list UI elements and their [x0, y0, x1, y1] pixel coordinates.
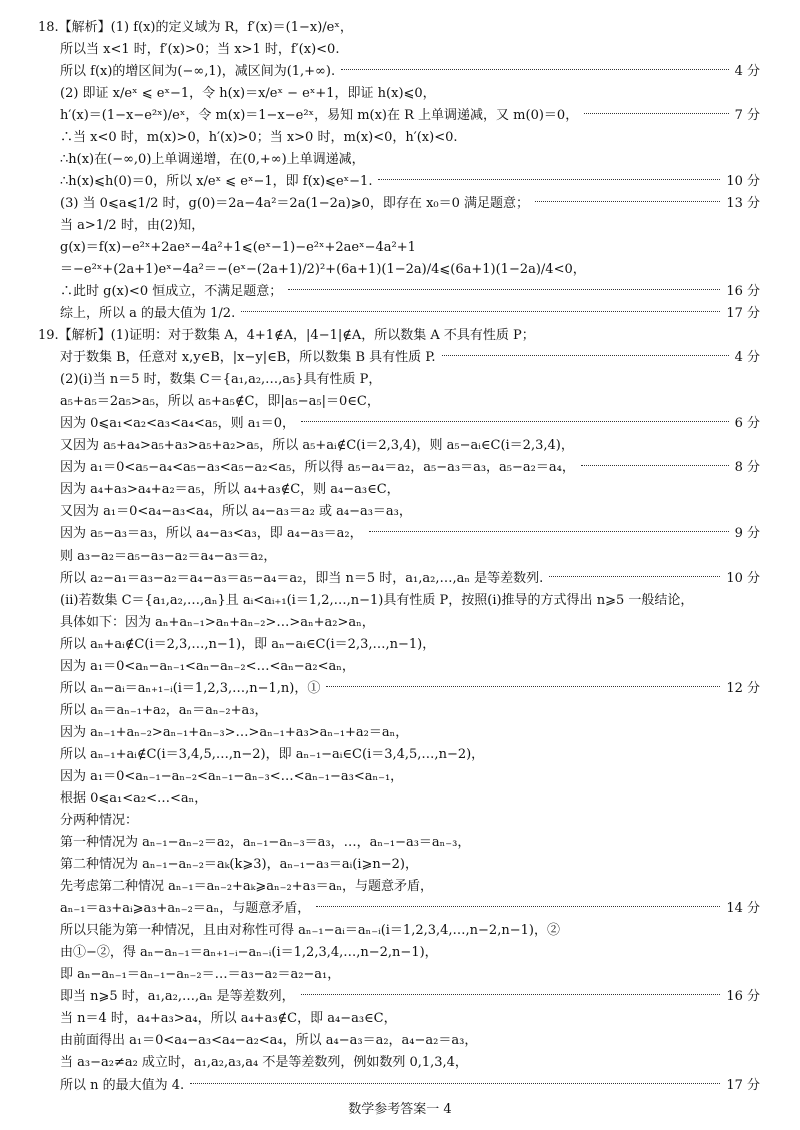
dot-leader — [301, 994, 721, 995]
solution-text: ∴h(x)在(−∞,0)上单调递增，在(0,+∞)上单调递减， — [60, 151, 365, 167]
dot-leader — [535, 201, 720, 202]
solution-line — [0, 565, 800, 587]
solution-text: 当 a₃−a₂≠a₂ 成立时，a₁,a₂,a₃,a₄ 不是等差数列，例如数列 0,1,3,4， — [60, 1055, 468, 1071]
solution-text: 所以 aₙ＝aₙ₋₁+a₂，aₙ＝aₙ₋₂+a₃， — [60, 702, 268, 718]
solution-text: 因为 a₁＝0<aₙ−aₙ₋₁<aₙ−aₙ₋₂<…<aₙ−a₂<aₙ， — [60, 658, 355, 674]
solution-text: 因为 a₅−a₃＝a₃，所以 a₄−a₃<a₃，即 a₄−a₃＝a₂， — [60, 526, 363, 542]
score-label: 4 分 — [734, 350, 760, 366]
solution-text: 分两种情况： — [60, 813, 139, 828]
solution-text: (3) 当 0⩽a⩽1/2 时，g(0)＝2a−4a²＝2a(1−2a)⩾0，即存在 x₀＝0 满足题意； — [60, 195, 530, 211]
solution-line — [0, 124, 800, 146]
solution-line — [0, 830, 800, 852]
score-label: 17 分 — [726, 306, 760, 321]
solution-text: 根据 0⩽a₁<a₂<…<aₙ， — [60, 790, 208, 806]
solution-text: ∴此时 g(x)<0 恒成立，不满足题意； — [60, 284, 283, 299]
solution-text: 对于数集 B，任意对 x,y∈B，|x−y|∈B，所以数集 B 具有性质 P. — [60, 350, 436, 366]
solution-line — [0, 896, 800, 918]
solution-line — [0, 1028, 800, 1050]
solution-line — [0, 984, 800, 1006]
score-label: 17 分 — [726, 1077, 760, 1093]
solution-text: ∴当 x<0 时，m(x)>0，h′(x)>0；当 x>0 时，m(x)<0，h′(x)<0. — [60, 129, 458, 145]
solution-line — [0, 146, 800, 168]
solution-line — [0, 323, 800, 345]
solution-text: ＝−e²ˣ+(2a+1)eˣ−4a²＝−(eˣ−(2a+1)/2)²+(6a+1)(1−2a)/4⩽(6a+1)(1−2a)/4<0， — [60, 261, 586, 277]
solution-line — [0, 455, 800, 477]
score-label: 12 分 — [726, 680, 760, 696]
solution-text: 因为 0⩽a₁<a₂<a₃<a₄<a₅，则 a₁＝0， — [60, 416, 296, 432]
page-footer: 数学参考答案一 4 — [348, 1102, 452, 1117]
solution-text: 由①−②，得 aₙ−aₙ₋₁＝aₙ₊₁₋ᵢ−aₙ₋ᵢ(i＝1,2,3,4,…,n−2,n−1)， — [60, 945, 438, 961]
solution-text: 即当 n⩾5 时，a₁,a₂,…,aₙ 是等差数列， — [60, 989, 295, 1005]
dot-leader — [581, 465, 729, 466]
solution-line — [0, 918, 800, 940]
solution-text: ∴h(x)⩽h(0)＝0，所以 x/eˣ ⩽ eˣ−1，即 f(x)⩽eˣ−1. — [60, 173, 373, 189]
dot-leader — [190, 1083, 720, 1084]
dot-leader — [241, 311, 720, 312]
solution-line — [0, 190, 800, 212]
solution-line — [0, 477, 800, 499]
solution-line — [0, 763, 800, 785]
solution-line — [0, 80, 800, 102]
score-label: 9 分 — [734, 526, 760, 542]
solution-text: 第一种情况为 aₙ₋₁−aₙ₋₂＝a₂，aₙ₋₁−aₙ₋₃＝a₃，…，aₙ₋₁−a₃＝aₙ₋₃， — [60, 835, 471, 850]
solution-line — [0, 14, 800, 36]
score-label: 7 分 — [734, 107, 760, 123]
solution-line — [0, 653, 800, 675]
solution-text: 由前面得出 a₁＝0<a₄−a₃<a₄−a₂<a₄，所以 a₄−a₃＝a₂，a₄−a₂＝a₃， — [60, 1033, 478, 1049]
dot-leader — [549, 576, 720, 577]
score-label: 13 分 — [726, 195, 760, 211]
solution-text: g(x)＝f(x)−e²ˣ+2aeˣ−4a²+1⩽(eˣ−1)−e²ˣ+2aeˣ−4a²+1 — [60, 239, 416, 255]
solution-line — [0, 212, 800, 234]
solution-line — [0, 521, 800, 543]
solution-text: 所以只能为第一种情况，且由对称性可得 aₙ₋₁−aᵢ＝aₙ₋ᵢ(i＝1,2,3,4,…,n−2,n−1)，② — [60, 923, 560, 939]
solution-line — [0, 808, 800, 830]
solution-line — [0, 411, 800, 433]
solution-line — [0, 609, 800, 631]
solution-line — [0, 345, 800, 367]
score-label: 8 分 — [734, 460, 760, 476]
solution-line — [0, 433, 800, 455]
solution-text: 又因为 a₅+a₄>a₅+a₃>a₅+a₂>a₅，所以 a₅+aᵢ∉C(i＝2,3,4)，则 a₅−aᵢ∈C(i＝2,3,4)， — [60, 438, 574, 454]
solution-text: 即 aₙ−aₙ₋₁＝aₙ₋₁−aₙ₋₂＝…＝a₃−a₂＝a₂−a₁， — [60, 967, 341, 983]
solution-text: 所以 aₙ−aᵢ＝aₙ₊₁₋ᵢ(i＝1,2,3,…,n−1,n)，① — [60, 680, 321, 696]
solution-text: 所以 f(x)的增区间为(−∞,1)，减区间为(1,+∞). — [60, 63, 336, 79]
score-label: 10 分 — [726, 173, 760, 189]
solution-line — [0, 785, 800, 807]
solution-line — [0, 940, 800, 962]
solution-line — [0, 543, 800, 565]
solution-line — [0, 279, 800, 301]
solution-line — [0, 36, 800, 58]
dot-leader — [301, 421, 729, 422]
solution-line — [0, 675, 800, 697]
solution-line — [0, 874, 800, 896]
solution-text: aₙ₋₁＝a₃+aᵢ⩾a₃+aₙ₋₂＝aₙ，与题意矛盾， — [60, 901, 311, 917]
dot-leader — [326, 686, 720, 687]
dot-leader — [341, 69, 729, 70]
solution-text: 当 n＝4 时，a₄+a₃>a₄，所以 a₄+a₃∉C，即 a₄−a₃∈C， — [60, 1011, 397, 1027]
score-label: 10 分 — [726, 570, 760, 586]
solution-line — [0, 697, 800, 719]
solution-line — [0, 852, 800, 874]
solution-line — [0, 499, 800, 521]
solution-line — [0, 168, 800, 190]
solution-text: 当 a>1/2 时，由(2)知， — [60, 217, 205, 233]
solution-line — [0, 719, 800, 741]
solution-line — [0, 587, 800, 609]
solution-line — [0, 1006, 800, 1028]
solution-line — [0, 367, 800, 389]
solution-text: 所以 n 的最大值为 4. — [60, 1077, 185, 1093]
solution-text: 所以 a₂−a₁＝a₃−a₂＝a₄−a₃＝a₅−a₄＝a₂，即当 n＝5 时，a₁,a₂,…,aₙ 是等差数列. — [60, 570, 544, 586]
solution-text: (2) 即证 x/eˣ ⩽ eˣ−1，令 h(x)＝x/eˣ − eˣ+1，即证 h(x)⩽0， — [60, 85, 436, 101]
solution-line — [0, 256, 800, 278]
solution-line — [0, 631, 800, 653]
dot-leader — [288, 289, 720, 290]
solution-text: (ii)若数集 C＝{a₁,a₂,…,aₙ}且 aᵢ<aᵢ₊₁(i＝1,2,…,n−1)具有性质 P，按照(i)推导的方式得出 n⩾5 一般结论， — [60, 592, 694, 608]
question-header: 19.【解析】(1)证明：对于数集 A，4+1∉A，|4−1|∉A，所以数集 A 不具有性质 P； — [38, 328, 535, 344]
dot-leader — [442, 355, 729, 356]
solution-line — [0, 1050, 800, 1072]
solution-text: 所以当 x<1 时，f′(x)>0；当 x>1 时，f′(x)<0. — [60, 41, 340, 57]
question-header: 18.【解析】(1) f(x)的定义域为 R，f′(x)＝(1−x)/eˣ， — [38, 19, 353, 35]
solution-text: 所以 aₙ+aᵢ∉C(i＝2,3,…,n−1)，即 aₙ−aᵢ∈C(i＝2,3,…,n−1)， — [60, 636, 436, 652]
solution-text: 因为 aₙ₋₁+aₙ₋₂>aₙ₋₁+aₙ₋₃>…>aₙ₋₁+a₃>aₙ₋₁+a₂＝aₙ， — [60, 724, 409, 740]
score-label: 6 分 — [734, 416, 760, 432]
dot-leader — [369, 531, 729, 532]
solution-text: (2)(i)当 n＝5 时，数集 C＝{a₁,a₂,…,a₅}具有性质 P， — [60, 372, 382, 388]
score-label: 16 分 — [726, 284, 760, 299]
solution-text: a₅+a₅＝2a₅>a₅，所以 a₅+a₅∉C，即|a₅−a₅|＝0∈C， — [60, 394, 380, 410]
solution-line — [0, 102, 800, 124]
solution-line — [0, 301, 800, 323]
solution-line — [0, 1072, 800, 1094]
solution-line — [0, 741, 800, 763]
solution-line — [0, 234, 800, 256]
solution-text: 综上，所以 a 的最大值为 1/2. — [60, 306, 236, 321]
solution-text: 因为 a₄+a₃>a₄+a₂＝a₅，所以 a₄+a₃∉C，则 a₄−a₃∈C， — [60, 482, 400, 498]
solution-line — [0, 58, 800, 80]
score-label: 4 分 — [734, 63, 760, 79]
solution-text: 又因为 a₁＝0<a₄−a₃<a₄，所以 a₄−a₃＝a₂ 或 a₄−a₃＝a₃， — [60, 504, 412, 520]
solution-text: h′(x)＝(1−x−e²ˣ)/eˣ，令 m(x)＝1−x−e²ˣ，易知 m(x)在 R 上单调递减，又 m(0)＝0， — [60, 107, 579, 123]
solution-line — [0, 962, 800, 984]
dot-leader — [378, 179, 720, 180]
solution-text: 因为 a₁＝0<a₅−a₄<a₅−a₃<a₅−a₂<a₅，所以得 a₅−a₄＝a₂，a₅−a₃＝a₃，a₅−a₂＝a₄， — [60, 460, 575, 476]
solution-line — [0, 389, 800, 411]
solution-text: 第二种情况为 aₙ₋₁−aₙ₋₂＝aₖ(k⩾3)，aₙ₋₁−a₃＝aᵢ(i⩾n−2)， — [60, 857, 418, 873]
solution-text: 所以 aₙ₋₁+aᵢ∉C(i＝3,4,5,…,n−2)，即 aₙ₋₁−aᵢ∈C(i＝3,4,5,…,n−2)， — [60, 746, 485, 762]
dot-leader — [316, 906, 720, 907]
solution-text: 具体如下：因为 aₙ+aₙ₋₁>aₙ+aₙ₋₂>…>aₙ+a₂>aₙ， — [60, 614, 375, 630]
solution-text: 先考虑第二种情况 aₙ₋₁＝aₙ₋₂+aₖ⩾aₙ₋₂+a₃＝aₙ，与题意矛盾， — [60, 879, 433, 895]
dot-leader — [584, 113, 728, 114]
solution-text: 则 a₃−a₂＝a₅−a₃−a₂＝a₄−a₃＝a₂， — [60, 548, 277, 564]
solution-text: 因为 a₁＝0<aₙ₋₁−aₙ₋₂<aₙ₋₁−aₙ₋₃<…<aₙ₋₁−a₃<aₙ₋₁， — [60, 768, 404, 784]
score-label: 14 分 — [726, 901, 760, 917]
score-label: 16 分 — [726, 989, 760, 1005]
